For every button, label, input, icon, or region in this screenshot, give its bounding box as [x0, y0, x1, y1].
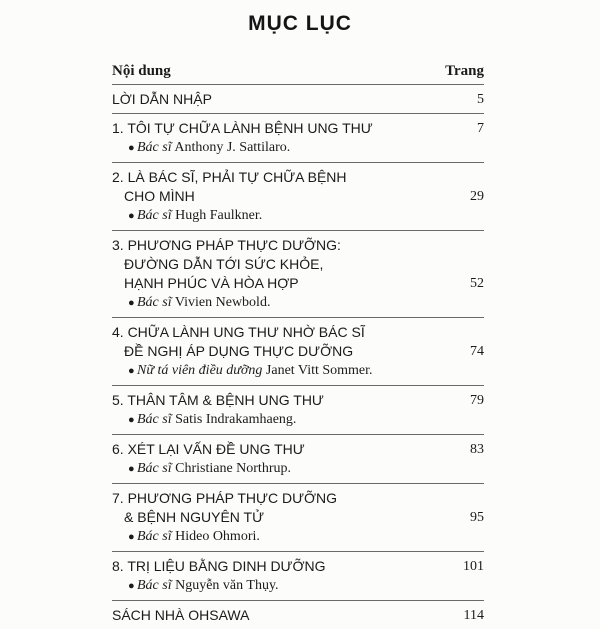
toc-entry — [112, 483, 484, 551]
author-role: Bác sĩ — [137, 208, 172, 223]
toc-entry-title-line: ĐỀ NGHỊ ÁP DỤNG THỰC DƯỠNG — [124, 343, 354, 359]
toc-entry-title-line: ĐƯỜNG DẪN TỚI SỨC KHỎE, — [124, 256, 324, 272]
toc-entry — [112, 84, 484, 113]
author-name: Janet Vitt Sommer. — [265, 363, 373, 378]
toc-entry-title-line: 1. TÔI TỰ CHỮA LÀNH BỆNH UNG THƯ — [112, 120, 373, 136]
bullet-icon: ● — [128, 463, 135, 475]
author-role: Bác sĩ — [137, 140, 172, 155]
toc-entry-title-line: SÁCH NHÀ OHSAWA — [112, 607, 250, 623]
toc-entry — [112, 551, 484, 600]
toc-entry-author — [112, 527, 484, 547]
toc-entry-title-line: 4. CHỮA LÀNH UNG THƯ NHỜ BÁC SĨ — [112, 324, 365, 340]
toc-entry — [112, 434, 484, 483]
toc-entry-author — [112, 138, 484, 158]
toc-entry-author — [112, 576, 484, 596]
toc-entry — [112, 113, 484, 162]
author-role: Bác sĩ — [137, 578, 172, 593]
toc-entry-title-line: LỜI DẪN NHẬP — [112, 91, 212, 107]
author-role: Bác sĩ — [137, 412, 172, 427]
toc-entry-title-line: 6. XÉT LẠI VẤN ĐỀ UNG THƯ — [112, 441, 305, 457]
toc-entry-title-line: 2. LÀ BÁC SĨ, PHẢI TỰ CHỮA BỆNH — [112, 169, 347, 185]
author-name: Anthony J. Sattilaro. — [174, 140, 291, 155]
author-name: Vivien Newbold. — [174, 295, 271, 310]
author-name: Satis Indrakamhaeng. — [175, 412, 297, 427]
toc-entry-page-number: 7 — [477, 121, 484, 136]
toc-entry-author — [112, 361, 484, 381]
toc-entry-author — [112, 206, 484, 226]
toc-entry — [112, 317, 484, 385]
toc-entry-title-line: & BỆNH NGUYÊN TỬ — [124, 509, 265, 525]
toc-entry-page-number: 5 — [477, 92, 484, 107]
author-name: Hugh Faulkner. — [175, 208, 263, 223]
author-role: Bác sĩ — [137, 529, 172, 544]
toc-entry-title-line: 5. THÂN TÂM & BỆNH UNG THƯ — [112, 392, 324, 408]
toc-entry-title-line: HẠNH PHÚC VÀ HÒA HỢP — [124, 275, 299, 291]
toc-entry-page-number: 95 — [470, 510, 484, 525]
author-name: Nguyễn văn Thụy. — [175, 578, 279, 593]
bullet-icon: ● — [128, 210, 135, 222]
bullet-icon: ● — [128, 365, 135, 377]
toc-entry-title-line: 7. PHƯƠNG PHÁP THỰC DƯỠNG — [112, 490, 338, 506]
toc-entry-title-line: 8. TRỊ LIỆU BẰNG DINH DƯỠNG — [112, 558, 326, 574]
toc-list — [112, 84, 484, 629]
toc-entry-page-number: 79 — [470, 393, 484, 408]
bullet-icon: ● — [128, 531, 135, 543]
toc-header — [112, 63, 484, 85]
toc-entry-page-number: 52 — [470, 276, 484, 291]
author-role: Nữ tá viên điều dưỡng — [137, 363, 263, 378]
toc-entry-author — [112, 410, 484, 430]
author-role: Bác sĩ — [137, 461, 172, 476]
toc-entry-page-number: 83 — [470, 442, 484, 457]
toc-entry-page-number: 74 — [470, 344, 484, 359]
toc-entry-page-number: 101 — [463, 559, 484, 574]
toc-entry — [112, 600, 484, 629]
toc-entry-title-line: 3. PHƯƠNG PHÁP THỰC DƯỠNG: — [112, 237, 341, 253]
toc-entry — [112, 162, 484, 230]
toc-entry-page-number: 114 — [463, 608, 484, 623]
toc-entry-author — [112, 459, 484, 479]
toc-entry — [112, 230, 484, 317]
content-column-label: Nội dung — [112, 63, 171, 79]
toc-entry — [112, 385, 484, 434]
author-role: Bác sĩ — [137, 295, 172, 310]
bullet-icon: ● — [128, 297, 135, 309]
toc-entry-author — [112, 293, 484, 313]
author-name: Hideo Ohmori. — [175, 529, 260, 544]
page-column-label: Trang — [445, 63, 484, 79]
author-name: Christiane Northrup. — [175, 461, 291, 476]
page-title: MỤC LỤC — [248, 12, 352, 35]
bullet-icon: ● — [128, 580, 135, 592]
toc-entry-page-number: 29 — [470, 189, 484, 204]
bullet-icon: ● — [128, 142, 135, 154]
bullet-icon: ● — [128, 414, 135, 426]
toc-entry-title-line: CHO MÌNH — [124, 188, 195, 204]
